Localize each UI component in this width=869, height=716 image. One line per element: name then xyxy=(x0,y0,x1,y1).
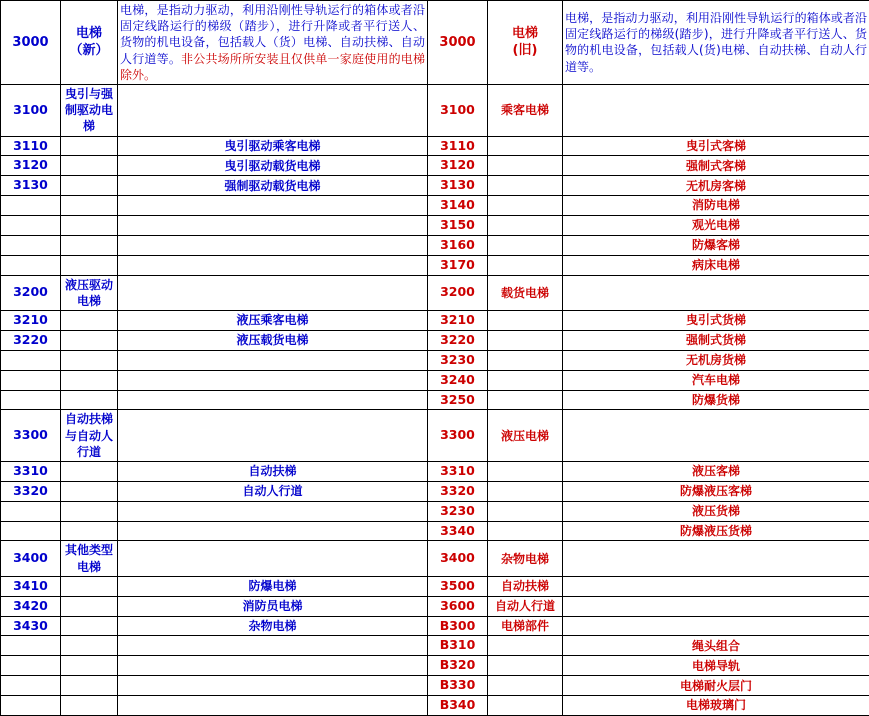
row-new-code xyxy=(1,696,61,716)
row-new-level3 xyxy=(118,390,428,410)
row-new-level3 xyxy=(118,521,428,541)
row-new-level2: 液压驱动电梯 xyxy=(61,275,118,310)
row-new-code: 3410 xyxy=(1,576,61,596)
row-old-level2 xyxy=(488,311,563,331)
row-new-level2: 自动扶梯与自动人行道 xyxy=(61,410,118,462)
row-old-level2 xyxy=(488,156,563,176)
row-new-code xyxy=(1,370,61,390)
row-old-level3: 液压客梯 xyxy=(563,461,869,481)
row-new-level3 xyxy=(118,196,428,216)
row-new-level2 xyxy=(61,576,118,596)
row-new-code: 3110 xyxy=(1,136,61,156)
row-old-level2: 杂物电梯 xyxy=(488,541,563,576)
row-new-level3: 液压载货电梯 xyxy=(118,330,428,350)
row-new-level2 xyxy=(61,136,118,156)
row-old-level3: 防爆液压货梯 xyxy=(563,521,869,541)
table-row xyxy=(1,84,869,136)
row-new-level2 xyxy=(61,481,118,501)
row-old-code: B310 xyxy=(428,636,488,656)
row-old-level3: 电梯玻璃门 xyxy=(563,696,869,716)
row-old-level2 xyxy=(488,216,563,236)
row-old-code: 3250 xyxy=(428,390,488,410)
row-new-level2 xyxy=(61,596,118,616)
row-old-level2 xyxy=(488,196,563,216)
row-old-code: 3230 xyxy=(428,350,488,370)
row-new-level2: 其他类型电梯 xyxy=(61,541,118,576)
row-new-level3 xyxy=(118,216,428,236)
row-new-level2 xyxy=(61,196,118,216)
row-old-level3 xyxy=(563,596,869,616)
row-new-code xyxy=(1,676,61,696)
row-new-code: 3430 xyxy=(1,616,61,636)
table-row xyxy=(1,616,869,636)
table-row xyxy=(1,370,869,390)
row-old-level2 xyxy=(488,636,563,656)
row-new-level2 xyxy=(61,461,118,481)
row-new-level2 xyxy=(61,350,118,370)
row-old-code: 3110 xyxy=(428,136,488,156)
row-new-code xyxy=(1,390,61,410)
row-old-level2 xyxy=(488,136,563,156)
row-old-level2 xyxy=(488,235,563,255)
table-header-row xyxy=(1,1,869,85)
row-old-code: 3600 xyxy=(428,596,488,616)
row-new-level2 xyxy=(61,616,118,636)
row-old-level3: 曳引式货梯 xyxy=(563,311,869,331)
new-description-main: 电梯，是指动力驱动，利用沿刚性导轨运行的箱体或者沿固定线路运行的梯级（踏步），进行升降或者平行送人、货物的机电设备，包括载人（货）电梯、自动扶梯、自动人行道等。 xyxy=(120,3,425,66)
table-row xyxy=(1,596,869,616)
row-new-code xyxy=(1,216,61,236)
row-new-code xyxy=(1,521,61,541)
row-old-code: 3200 xyxy=(428,275,488,310)
row-new-level3 xyxy=(118,636,428,656)
row-new-level2 xyxy=(61,255,118,275)
row-new-code xyxy=(1,235,61,255)
row-new-level3: 自动扶梯 xyxy=(118,461,428,481)
table-row xyxy=(1,656,869,676)
old-category-name-line1: 电梯 xyxy=(490,25,560,43)
row-new-level2 xyxy=(61,636,118,656)
row-old-code: B320 xyxy=(428,656,488,676)
row-old-level3: 汽车电梯 xyxy=(563,370,869,390)
table-row xyxy=(1,636,869,656)
row-old-code: 3210 xyxy=(428,311,488,331)
row-old-level3 xyxy=(563,275,869,310)
row-new-code: 3200 xyxy=(1,275,61,310)
row-new-level2: 曳引与强制驱动电梯 xyxy=(61,84,118,136)
new-category-name-line2: （新） xyxy=(63,42,115,60)
row-old-code: B330 xyxy=(428,676,488,696)
row-new-level2 xyxy=(61,370,118,390)
table-row xyxy=(1,235,869,255)
row-new-level2 xyxy=(61,235,118,255)
row-new-code xyxy=(1,636,61,656)
row-new-level2 xyxy=(61,501,118,521)
table-row xyxy=(1,156,869,176)
row-old-level3: 强制式货梯 xyxy=(563,330,869,350)
row-new-level3 xyxy=(118,676,428,696)
row-old-level3: 曳引式客梯 xyxy=(563,136,869,156)
row-old-level2: 电梯部件 xyxy=(488,616,563,636)
row-old-level2 xyxy=(488,696,563,716)
row-old-level2 xyxy=(488,521,563,541)
row-new-level3 xyxy=(118,275,428,310)
row-new-code: 3220 xyxy=(1,330,61,350)
row-old-level3: 防爆液压客梯 xyxy=(563,481,869,501)
row-old-level3: 电梯耐火层门 xyxy=(563,676,869,696)
row-new-level2 xyxy=(61,330,118,350)
row-old-level3: 防爆客梯 xyxy=(563,235,869,255)
row-new-code: 3320 xyxy=(1,481,61,501)
row-new-level2 xyxy=(61,656,118,676)
row-new-level2 xyxy=(61,311,118,331)
table-row xyxy=(1,330,869,350)
row-old-code: B300 xyxy=(428,616,488,636)
row-new-level3: 液压乘客电梯 xyxy=(118,311,428,331)
row-old-level3 xyxy=(563,84,869,136)
table-row xyxy=(1,311,869,331)
row-new-level2 xyxy=(61,390,118,410)
row-new-level3 xyxy=(118,370,428,390)
table-row xyxy=(1,390,869,410)
row-old-level3: 无机房货梯 xyxy=(563,350,869,370)
table-row xyxy=(1,216,869,236)
new-category-description xyxy=(118,1,428,85)
row-old-code: 3100 xyxy=(428,84,488,136)
table-row xyxy=(1,676,869,696)
row-new-level3 xyxy=(118,696,428,716)
row-old-code: 3130 xyxy=(428,176,488,196)
row-new-code: 3130 xyxy=(1,176,61,196)
new-category-code: 3000 xyxy=(1,1,61,85)
row-old-level3: 绳头组合 xyxy=(563,636,869,656)
row-old-code: 3150 xyxy=(428,216,488,236)
row-old-level2: 乘客电梯 xyxy=(488,84,563,136)
row-old-level3 xyxy=(563,576,869,596)
row-new-code: 3120 xyxy=(1,156,61,176)
row-old-code: 3120 xyxy=(428,156,488,176)
table-row xyxy=(1,541,869,576)
table-row xyxy=(1,275,869,310)
row-new-level3: 曳引驱动载货电梯 xyxy=(118,156,428,176)
row-new-level3 xyxy=(118,410,428,462)
table-row xyxy=(1,481,869,501)
table-row xyxy=(1,255,869,275)
row-old-level3: 病床电梯 xyxy=(563,255,869,275)
row-new-level3: 自动人行道 xyxy=(118,481,428,501)
table-row xyxy=(1,136,869,156)
row-old-level3: 液压货梯 xyxy=(563,501,869,521)
row-old-level2: 载货电梯 xyxy=(488,275,563,310)
row-old-level3: 观光电梯 xyxy=(563,216,869,236)
row-new-level3: 防爆电梯 xyxy=(118,576,428,596)
row-old-code: 3140 xyxy=(428,196,488,216)
row-new-level3: 消防员电梯 xyxy=(118,596,428,616)
table-row xyxy=(1,350,869,370)
row-old-code: 3340 xyxy=(428,521,488,541)
old-category-code: 3000 xyxy=(428,1,488,85)
row-old-code: B340 xyxy=(428,696,488,716)
row-old-code: 3300 xyxy=(428,410,488,462)
row-new-level3: 曳引驱动乘客电梯 xyxy=(118,136,428,156)
row-new-level3: 杂物电梯 xyxy=(118,616,428,636)
row-old-level3: 电梯导轨 xyxy=(563,656,869,676)
table-row xyxy=(1,461,869,481)
row-new-level3 xyxy=(118,541,428,576)
row-old-level2: 自动扶梯 xyxy=(488,576,563,596)
row-new-code: 3100 xyxy=(1,84,61,136)
row-old-level3 xyxy=(563,616,869,636)
row-new-level3: 强制驱动载货电梯 xyxy=(118,176,428,196)
row-old-level3: 消防电梯 xyxy=(563,196,869,216)
row-new-code xyxy=(1,501,61,521)
row-new-code xyxy=(1,196,61,216)
row-old-level2 xyxy=(488,461,563,481)
row-old-code: 3170 xyxy=(428,255,488,275)
row-old-level2 xyxy=(488,390,563,410)
row-old-level2: 液压电梯 xyxy=(488,410,563,462)
row-new-level2 xyxy=(61,676,118,696)
row-old-level3: 强制式客梯 xyxy=(563,156,869,176)
table-row xyxy=(1,501,869,521)
old-category-name xyxy=(488,1,563,85)
row-new-code: 3400 xyxy=(1,541,61,576)
row-old-level2 xyxy=(488,330,563,350)
row-old-level2 xyxy=(488,656,563,676)
new-category-name xyxy=(61,1,118,85)
row-new-code: 3310 xyxy=(1,461,61,481)
row-old-level3 xyxy=(563,541,869,576)
new-description-exclusion: 非公共场所所安装且仅供单一家庭使用的电梯除外。 xyxy=(120,52,425,82)
row-old-code: 3160 xyxy=(428,235,488,255)
table-row xyxy=(1,196,869,216)
row-new-level2 xyxy=(61,696,118,716)
row-new-level2 xyxy=(61,176,118,196)
row-new-code: 3300 xyxy=(1,410,61,462)
row-new-level3 xyxy=(118,656,428,676)
row-old-code: 3400 xyxy=(428,541,488,576)
row-old-level2 xyxy=(488,676,563,696)
table-row xyxy=(1,176,869,196)
old-category-name-line2: (旧) xyxy=(490,42,560,60)
row-old-level2: 自动人行道 xyxy=(488,596,563,616)
old-category-description: 电梯，是指动力驱动，利用沿刚性导轨运行的箱体或者沿固定线路运行的梯级(踏步)，进行升降或者平行送人、货物的机电设备，包括载人(货)电梯、自动扶梯、自动人行道等。 xyxy=(563,1,869,85)
row-new-level3 xyxy=(118,84,428,136)
row-old-level2 xyxy=(488,176,563,196)
table-row xyxy=(1,576,869,596)
row-new-code: 3420 xyxy=(1,596,61,616)
row-new-code: 3210 xyxy=(1,311,61,331)
table-row xyxy=(1,696,869,716)
table-row xyxy=(1,410,869,462)
row-old-code: 3500 xyxy=(428,576,488,596)
row-new-level3 xyxy=(118,350,428,370)
row-new-code xyxy=(1,350,61,370)
row-old-code: 3310 xyxy=(428,461,488,481)
row-new-level3 xyxy=(118,501,428,521)
row-new-level2 xyxy=(61,156,118,176)
row-old-level3: 无机房客梯 xyxy=(563,176,869,196)
row-new-code xyxy=(1,255,61,275)
row-old-level2 xyxy=(488,350,563,370)
row-new-level3 xyxy=(118,255,428,275)
table-row xyxy=(1,521,869,541)
row-new-level2 xyxy=(61,521,118,541)
row-old-code: 3230 xyxy=(428,501,488,521)
row-old-code: 3320 xyxy=(428,481,488,501)
row-old-level2 xyxy=(488,370,563,390)
row-old-code: 3220 xyxy=(428,330,488,350)
row-old-level2 xyxy=(488,481,563,501)
row-new-code xyxy=(1,656,61,676)
row-new-level2 xyxy=(61,216,118,236)
row-new-level3 xyxy=(118,235,428,255)
row-old-level3: 防爆货梯 xyxy=(563,390,869,410)
table-body xyxy=(1,1,869,716)
new-category-name-line1: 电梯 xyxy=(63,25,115,43)
row-old-level2 xyxy=(488,255,563,275)
row-old-level2 xyxy=(488,501,563,521)
row-old-level3 xyxy=(563,410,869,462)
row-old-code: 3240 xyxy=(428,370,488,390)
